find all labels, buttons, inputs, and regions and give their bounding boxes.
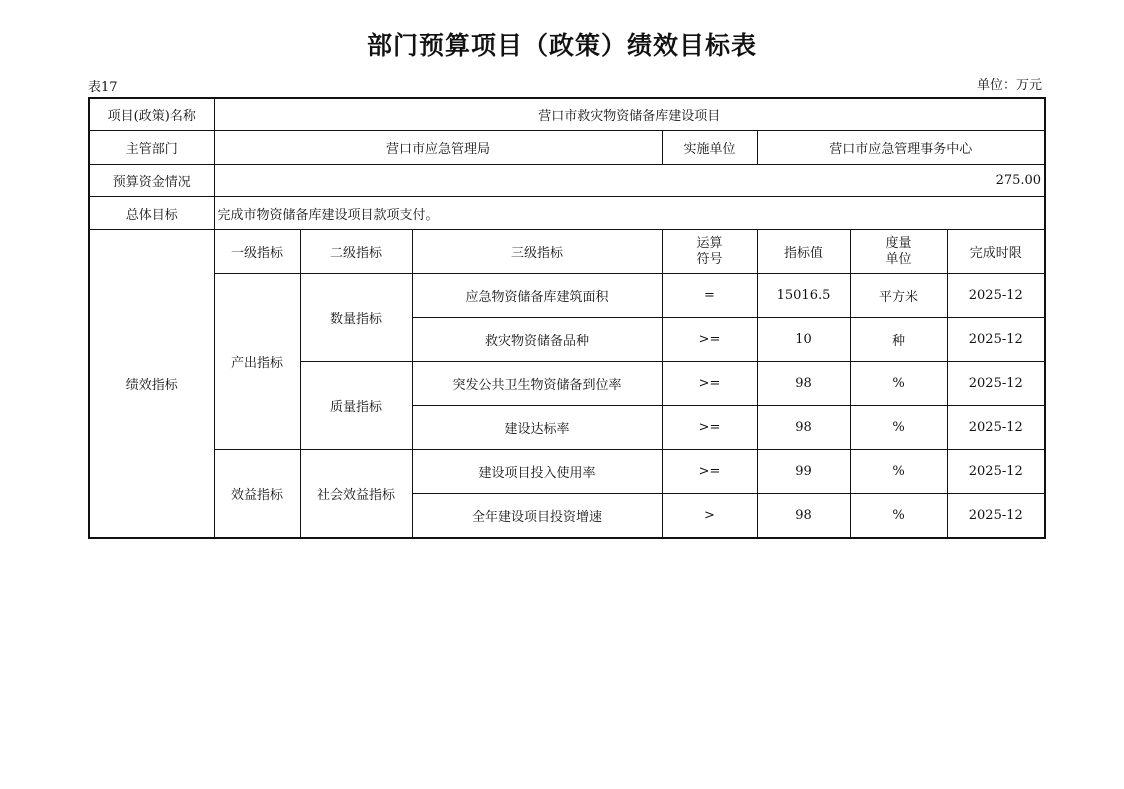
indicator-operator: >= <box>662 318 757 362</box>
indicator-value: 99 <box>757 450 850 494</box>
indicator-deadline: 2025-12 <box>947 362 1045 406</box>
implementer-label: 实施单位 <box>662 131 757 165</box>
header-level3: 三级指标 <box>412 230 662 274</box>
unit-label: 单位：万元 <box>976 78 1042 93</box>
level1-benefit: 效益指标 <box>214 450 300 539</box>
project-name-label: 项目(政策)名称 <box>89 98 214 131</box>
indicator-unit: % <box>850 494 947 539</box>
indicator-name: 建设项目投入使用率 <box>412 450 662 494</box>
overall-goal-row <box>89 197 1045 230</box>
table-row <box>89 274 1045 318</box>
indicator-value: 98 <box>757 362 850 406</box>
header-level1: 一级指标 <box>214 230 300 274</box>
indicator-name: 救灾物资储备品种 <box>412 318 662 362</box>
indicator-operator: > <box>662 494 757 539</box>
indicator-deadline: 2025-12 <box>947 318 1045 362</box>
indicator-deadline: 2025-12 <box>947 450 1045 494</box>
level2-social-benefit: 社会效益指标 <box>300 450 412 539</box>
level2-quality: 质量指标 <box>300 362 412 450</box>
indicator-unit: % <box>850 362 947 406</box>
indicator-value: 15016.5 <box>757 274 850 318</box>
indicator-unit: 种 <box>850 318 947 362</box>
indicator-value: 10 <box>757 318 850 362</box>
indicator-unit: % <box>850 450 947 494</box>
indicator-name: 突发公共卫生物资储备到位率 <box>412 362 662 406</box>
level2-quantity: 数量指标 <box>300 274 412 362</box>
page-title: 部门预算项目（政策）绩效目标表 <box>366 31 757 60</box>
overall-goal-label: 总体目标 <box>89 197 214 230</box>
indicator-header-row <box>89 230 1045 274</box>
project-name-row <box>89 98 1045 131</box>
header-unit <box>850 230 947 274</box>
project-name-value: 营口市救灾物资储备库建设项目 <box>214 98 1045 131</box>
budget-fund-row <box>89 165 1045 197</box>
indicator-operator: = <box>662 274 757 318</box>
header-deadline: 完成时限 <box>947 230 1045 274</box>
table-number: 表17 <box>88 80 118 95</box>
performance-indicator-label: 绩效指标 <box>89 230 214 539</box>
indicator-unit: % <box>850 406 947 450</box>
header-operator-text: 运算符号 <box>696 235 723 267</box>
header-unit-text: 度量单位 <box>885 235 912 267</box>
indicator-operator: >= <box>662 450 757 494</box>
performance-target-table <box>88 97 1046 539</box>
indicator-deadline: 2025-12 <box>947 274 1045 318</box>
indicator-name: 应急物资储备库建筑面积 <box>412 274 662 318</box>
department-value: 营口市应急管理局 <box>214 131 662 165</box>
indicator-operator: >= <box>662 406 757 450</box>
indicator-value: 98 <box>757 406 850 450</box>
indicator-name: 全年建设项目投资增速 <box>412 494 662 539</box>
indicator-deadline: 2025-12 <box>947 406 1045 450</box>
table-row <box>89 450 1045 494</box>
overall-goal-value: 完成市物资储备库建设项目款项支付。 <box>214 197 1045 230</box>
department-row <box>89 131 1045 165</box>
department-label: 主管部门 <box>89 131 214 165</box>
header-operator <box>662 230 757 274</box>
indicator-operator: >= <box>662 362 757 406</box>
implementer-value: 营口市应急管理事务中心 <box>757 131 1045 165</box>
indicator-unit: 平方米 <box>850 274 947 318</box>
header-value: 指标值 <box>757 230 850 274</box>
indicator-value: 98 <box>757 494 850 539</box>
level1-output: 产出指标 <box>214 274 300 450</box>
budget-fund-value: 275.00 <box>214 165 1045 197</box>
indicator-deadline: 2025-12 <box>947 494 1045 539</box>
indicator-name: 建设达标率 <box>412 406 662 450</box>
header-level2: 二级指标 <box>300 230 412 274</box>
budget-fund-label: 预算资金情况 <box>89 165 214 197</box>
